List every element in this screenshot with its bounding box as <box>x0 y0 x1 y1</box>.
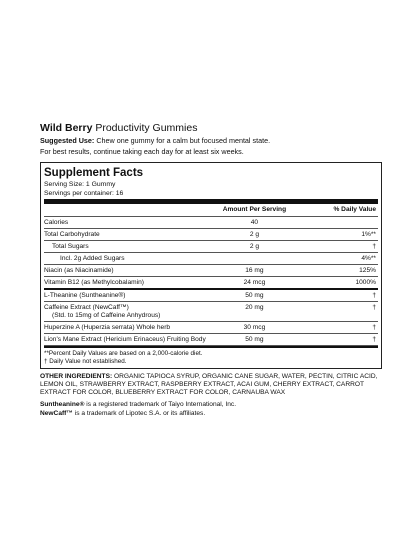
product-title <box>40 122 382 135</box>
row-name-line2: (Std. to 15mg of Caffeine Anhydrous) <box>52 311 161 319</box>
trademark-line <box>40 400 382 409</box>
row-amount: 40 <box>218 217 291 229</box>
row-amount: 2 g <box>218 229 291 241</box>
row-dv: † <box>291 322 378 334</box>
product-name: Productivity Gummies <box>92 122 198 134</box>
row-dv: 4%** <box>291 253 378 265</box>
row-dv: 1%** <box>291 229 378 241</box>
row-name: Niacin (as Niacinamide) <box>44 265 218 277</box>
supplement-facts-panel <box>40 162 382 369</box>
table-header <box>44 204 378 217</box>
trademarks <box>40 400 382 418</box>
trademark-line <box>40 409 382 418</box>
product-flavor: Wild Berry <box>40 122 93 134</box>
suggested-use-line1: Chew one gummy for a calm but focused mental state. <box>94 136 271 145</box>
other-ingredients-label: OTHER INGREDIENTS: <box>40 373 113 381</box>
table-row <box>44 334 378 346</box>
suggested-use <box>40 136 382 157</box>
row-amount: 50 mg <box>218 289 291 302</box>
row-amount: 20 mg <box>218 302 291 322</box>
dv-header: % Daily Value <box>291 204 378 217</box>
nutrition-table <box>44 204 378 346</box>
row-name: Vitamin B12 (as Methylcobalamin) <box>44 277 218 290</box>
row-amount: 50 mg <box>218 334 291 346</box>
row-amount <box>218 253 291 265</box>
table-row <box>44 253 378 265</box>
label-content <box>40 122 382 418</box>
row-name <box>44 302 218 322</box>
row-name: Incl. 2g Added Sugars <box>44 253 218 265</box>
footnote-dv: **Percent Daily Values are based on a 2,000-calorie diet. <box>44 350 203 357</box>
row-name: Huperzine A (Huperzia serrata) Whole herb <box>44 322 218 334</box>
row-amount: 30 mcg <box>218 322 291 334</box>
table-row <box>44 229 378 241</box>
row-dv: † <box>291 302 378 322</box>
row-name: L-Theanine (Suntheanine®) <box>44 289 218 302</box>
row-dv: † <box>291 334 378 346</box>
servings-per-container: Servings per container: 16 <box>44 190 124 197</box>
table-row <box>44 289 378 302</box>
facts-title: Supplement Facts <box>44 167 144 179</box>
trademark-name: Suntheanine® <box>40 400 85 408</box>
row-dv: 1000% <box>291 277 378 290</box>
other-ingredients-text: ORGANIC TAPIOCA SYRUP, ORGANIC CANE SUGAR, WATER, PECTIN, CITRIC ACID, LEMON OIL, STRAWBERRY EXTRACT, RASPBERRY EXTRACT, ACAI GUM, CHERRY EXTRACT, CARROT EXTRACT FOR COLOR, BLUEBERRY EXTRACT FOR COLOR, CARNAUBA WAX <box>40 373 378 396</box>
row-amount: 16 mg <box>218 265 291 277</box>
other-ingredients <box>40 373 382 396</box>
row-amount: 24 mcg <box>218 277 291 290</box>
trademark-text: is a trademark of Lipotec S.A. or its affiliates. <box>72 409 206 417</box>
row-name: Lion's Mane Extract (Hericium Erinaceus) Fruiting Body <box>44 334 218 346</box>
table-row <box>44 265 378 277</box>
amount-header: Amount Per Serving <box>218 204 291 217</box>
table-row <box>44 302 378 322</box>
table-row <box>44 217 378 229</box>
row-dv: 125% <box>291 265 378 277</box>
table-row <box>44 277 378 290</box>
row-name: Calories <box>44 217 218 229</box>
table-row <box>44 241 378 253</box>
table-row <box>44 322 378 334</box>
trademark-text: is a registered trademark of Taiyo International, Inc. <box>84 400 237 408</box>
serving-size: Serving Size: 1 Gummy <box>44 181 116 188</box>
row-name: Total Sugars <box>44 241 218 253</box>
footnotes <box>44 346 378 365</box>
row-name-line1: Caffeine Extract (NewCaff™) <box>44 303 129 311</box>
suggested-use-line2: For best results, continue taking each day for at least six weeks. <box>40 146 244 156</box>
trademark-name: NewCaff™ <box>40 409 73 417</box>
row-dv: † <box>291 289 378 302</box>
row-dv <box>291 217 378 229</box>
row-name: Total Carbohydrate <box>44 229 218 241</box>
suggested-use-label: Suggested Use: <box>40 136 95 145</box>
row-dv: † <box>291 241 378 253</box>
row-amount: 2 g <box>218 241 291 253</box>
footnote-dagger: † Daily Value not established. <box>44 357 127 365</box>
